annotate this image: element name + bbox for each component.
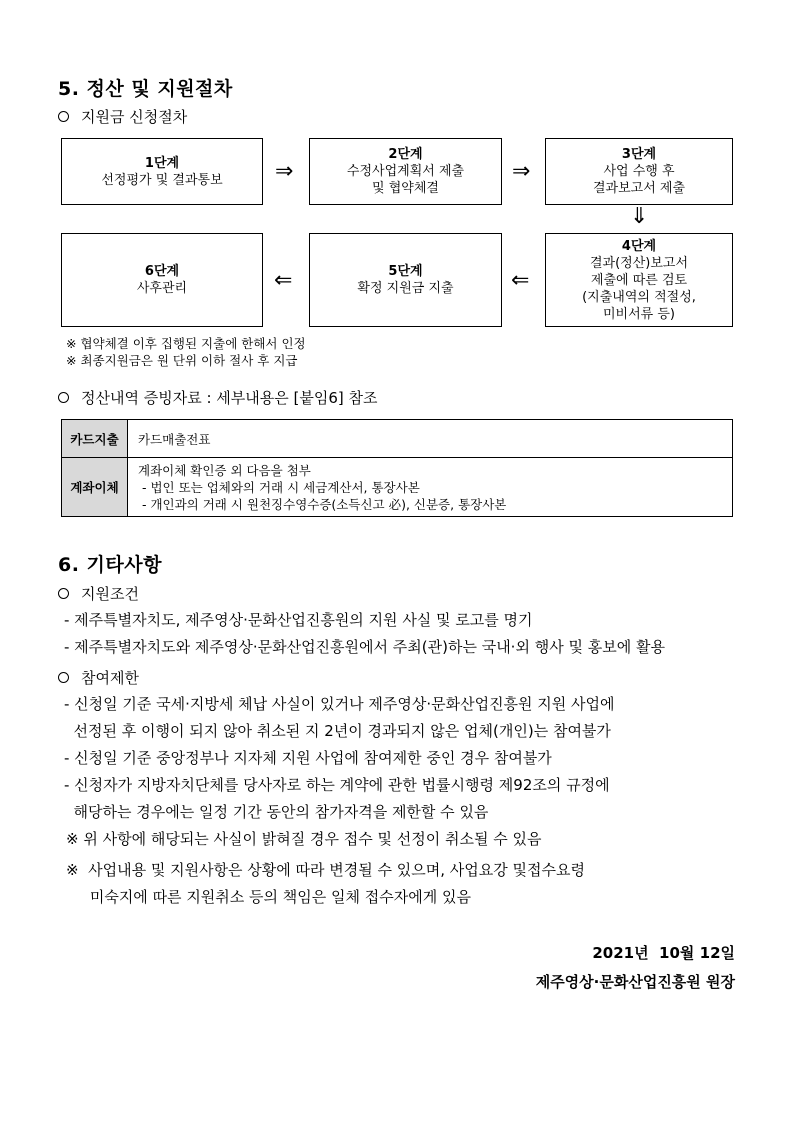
table-row <box>62 420 733 458</box>
evidence-table <box>61 419 733 517</box>
evidence-line: 카드매출전표 <box>138 431 211 447</box>
step-desc: 결과보고서 제출 <box>592 181 686 196</box>
warning-item: ※ 사업내용 및 지원사항은 상황에 따라 변경될 수 있으며, 사업요강 및접수요령 <box>66 861 585 879</box>
step-desc: 선정평가 및 결과통보 <box>101 172 223 188</box>
restrictions-heading <box>58 667 139 688</box>
evidence-line: - 개인과의 거래 시 원천징수영수증(소득신고 必), 신분증, 통장사본 <box>138 496 507 512</box>
conditions-heading-text: 지원조건 <box>81 585 139 603</box>
conditions-heading <box>58 583 139 604</box>
evidence-line: 계좌이체 확인증 외 다음을 첨부 <box>138 462 311 478</box>
arrow-down-icon: ⇓ <box>630 204 649 229</box>
circle-bullet-icon <box>58 111 69 122</box>
step-desc: 결과(정산)보고서 <box>589 255 689 271</box>
evidence-line: - 법인 또는 업체와의 거래 시 세금계산서, 통장사본 <box>138 479 420 495</box>
step-label: 1단계 <box>144 155 180 171</box>
condition-item: - 제주특별자치도와 제주영상·문화산업진흥원에서 주최(관)하는 국내·외 행사 및 홍보에 활용 <box>64 638 665 656</box>
evidence-value <box>128 458 733 517</box>
warning-item: ※ 위 사항에 해당되는 사실이 밝혀질 경우 접수 및 선정이 취소될 수 있음 <box>66 830 542 848</box>
step-label: 3단계 <box>621 147 657 162</box>
step-desc: (지출내역의 적절성, <box>582 289 696 305</box>
step-label: 5단계 <box>388 264 423 279</box>
restriction-item: - 신청자가 지방자치단체를 당사자로 하는 계약에 관한 법률시행령 제92조의 규정에 <box>64 776 610 794</box>
step-desc: 미비서류 등) <box>603 306 675 322</box>
step-box-1 <box>61 138 263 205</box>
step-desc: 확정 지원금 지출 <box>357 281 454 296</box>
step-label: 2단계 <box>388 147 423 162</box>
restriction-item: 해당하는 경우에는 일정 기간 동안의 참가자격을 제한할 수 있음 <box>64 803 489 821</box>
table-row <box>62 458 733 517</box>
circle-bullet-icon <box>58 392 69 403</box>
section6-title: 6. 기타사항 <box>58 554 162 576</box>
evidence-value <box>128 420 733 458</box>
arrow-right-icon: ⇒ <box>512 159 531 184</box>
evidence-heading-text: 정산내역 증빙자료 : 세부내용은 [붙임6] 참조 <box>81 389 378 407</box>
step-desc: 사후관리 <box>136 281 188 296</box>
evidence-key: 계좌이체 <box>62 458 128 517</box>
arrow-right-icon: ⇒ <box>275 159 294 184</box>
restriction-item: - 신청일 기준 중앙정부나 지자체 지원 사업에 참여제한 중인 경우 참여불가 <box>64 749 552 767</box>
evidence-key: 카드지출 <box>62 420 128 458</box>
step-desc: 수정사업계획서 제출 <box>346 164 465 179</box>
step-box-4 <box>545 233 733 327</box>
note-2: ※ 최종지원금은 원 단위 이하 절사 후 지급 <box>66 353 298 368</box>
circle-bullet-icon <box>58 672 69 683</box>
document-date: 2021년 10월 12일 <box>592 944 735 962</box>
step-box-2 <box>309 138 502 205</box>
step-desc: 및 협약체결 <box>372 181 439 196</box>
warning-item: 미숙지에 따른 지원취소 등의 책임은 일체 접수자에게 있음 <box>66 888 471 906</box>
arrow-left-icon: ⇐ <box>511 268 530 293</box>
signer: 제주영상·문화산업진흥원 원장 <box>535 973 735 991</box>
restriction-item: - 신청일 기준 국세·지방세 체납 사실이 있거나 제주영상·문화산업진흥원 지원 사업에 <box>64 695 615 713</box>
evidence-heading <box>58 387 377 408</box>
step-desc: 사업 수행 후 <box>603 164 675 179</box>
step-label: 4단계 <box>621 238 657 254</box>
condition-item: - 제주특별자치도, 제주영상·문화산업진흥원의 지원 사실 및 로고를 명기 <box>64 611 533 629</box>
procedure-heading-text: 지원금 신청절차 <box>81 108 188 126</box>
step-box-5 <box>309 233 502 327</box>
section5-title: 5. 정산 및 지원절차 <box>58 78 233 100</box>
arrow-left-icon: ⇐ <box>274 268 293 293</box>
circle-bullet-icon <box>58 588 69 599</box>
step-box-3 <box>545 138 733 205</box>
step-desc: 제출에 따른 검토 <box>590 272 688 288</box>
note-1: ※ 협약체결 이후 집행된 지출에 한해서 인정 <box>66 336 306 351</box>
step-label: 6단계 <box>144 264 180 279</box>
restriction-item: 선정된 후 이행이 되지 않아 취소된 지 2년이 경과되지 않은 업체(개인)는 참여불가 <box>64 722 611 740</box>
step-box-6 <box>61 233 263 327</box>
procedure-heading <box>58 106 187 127</box>
restrictions-heading-text: 참여제한 <box>81 669 139 687</box>
